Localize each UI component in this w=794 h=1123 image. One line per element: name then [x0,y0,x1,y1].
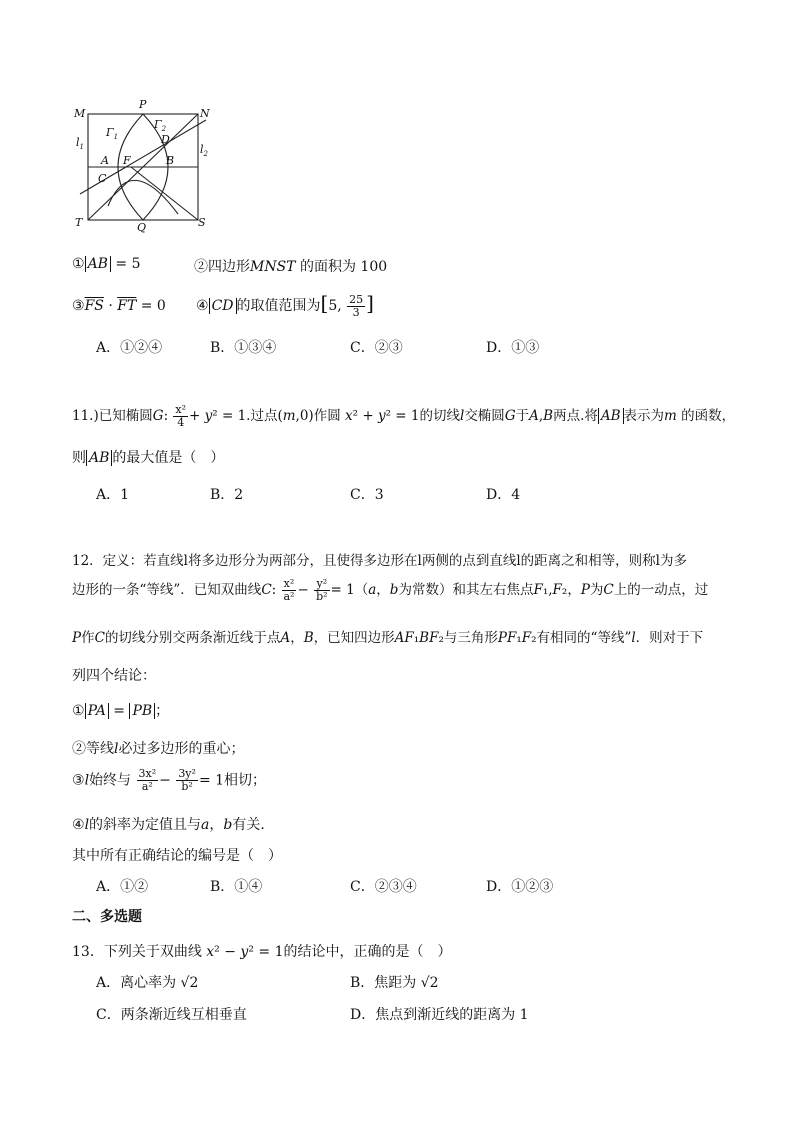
q12-option-a[interactable]: A．①② [96,879,149,895]
label-d: D [161,133,170,146]
q12-conclusion-2: ②等线l必过多边形的重心； [72,741,245,757]
q11-option-b[interactable]: B．2 [210,487,244,503]
q10-item-4-frac: $\frac{25}{3}$ [349,292,364,319]
q13-option-a[interactable]: A．离心率为 √2 [96,975,199,991]
q10-option-c[interactable]: C．②③ [350,340,403,356]
q10-item-3-fs: $\overline{FS}$ [84,298,104,314]
q12-conclusion-3: ③l始终与 $\frac{\text{3x²}}{\text{a²}}$ − $\frac{\text{3y²}}{\text{b²}}$ = 1相切； [72,767,267,793]
q11-option-c[interactable]: C．3 [350,487,384,503]
q12-conclusion-1: ① PA = PB ； [72,703,170,719]
geometry-figure [68,96,218,236]
label-m: M [74,107,86,120]
q10-item-3: $③\overline{FS} \cdot \overline{FT} = 0$ [72,298,166,314]
q13-option-d[interactable]: D．焦点到渐近线的距离为 1 [350,1007,529,1023]
arc-left-inner [108,180,178,214]
q12-option-d[interactable]: D．①②③ [486,879,554,895]
q12-line-2: 边形的一条“等线”．已知双曲线C: $\frac{\text{x²}}{\text{a²}}$ − $\frac{\text{y²}}{\text{b²}}$ = 1（a，b为常数）和其左右焦点F₁,F₂，P为C上的一动点，过 [72,577,709,603]
q10-item-2-mnst: MNST [250,259,296,275]
label-b: B [166,154,175,167]
q10-item-3-mark: ③ [72,298,85,314]
label-n: N [200,107,210,120]
q12-option-c[interactable]: C．②③④ [350,879,417,895]
q10-option-a[interactable]: A．①②④ [96,340,163,356]
q10-item-1-text: ① [72,256,85,272]
q10-item-2-mark: ② [194,259,208,275]
q10-item-4-abs: CD [209,298,237,314]
q11-option-a[interactable]: A．1 [96,487,130,503]
q10-item-2-text2: 的面积为 100 [295,259,388,275]
q10-item-3-ft: $\overline{FT}$ [117,298,137,314]
q13-stem: 13．下列关于双曲线 x² − y² = 1的结论中，正确的是（ ） [72,944,452,960]
label-q: Q [137,221,147,234]
q12-conclusion-4: ④l的斜率为定值且与a，b有关． [72,817,275,833]
q11-line-2: 则 AB 的最大值是（ ） [72,450,225,466]
q12-line-1: 12．定义：若直线l将多边形分为两部分，且使得多边形在l两侧的点到直线l的距离之和相等，则称l为多 [72,553,687,569]
label-gamma2: $\Gamma_2$ [154,118,167,133]
label-gamma1: $\Gamma_1$ [106,126,119,141]
label-l2: $l_2$ [200,143,208,158]
label-p: P [139,98,147,111]
section-title-multi-choice: 二、多选题 [72,909,142,925]
q10-item-4-mark: ④ [196,298,209,314]
label-l1: $l_1$ [76,136,84,151]
diagonal-mnst-2 [131,167,198,220]
q11-line-1: 11.)已知椭圆G: $\frac{\text{x²}}{4}$ + y² = 1.过点(m,0)作圆 x² + y² = 1的切线l交椭圆G于A,B两点.将 AB 表示为m 的函数， [72,403,736,429]
q12-line-3: P作C的切线分别交两条渐近线于点A，B，已知四边形AF₁BF₂与三角形PF₁F₂有相同的“等线”l．则对于下 [72,630,704,646]
q11-number: 11. [72,408,94,424]
q10-item-4: ④ CD 的取值范围为[5, $\frac{25}{3}$ ] [196,291,374,319]
q12-ask: 其中所有正确结论的编号是（ ） [72,848,282,864]
q12-line-4: 列四个结论： [72,668,156,684]
label-c: C [98,172,107,185]
q13-option-b[interactable]: B．焦距为 √2 [350,975,439,991]
q10-item-2-text: 四边形 [208,259,250,275]
q10-item-2 [194,256,387,276]
label-f: F [123,154,131,167]
q13-option-c[interactable]: C．两条渐近线互相垂直 [96,1007,247,1023]
q10-item-4-range: [ [320,291,329,315]
label-a: A [101,154,109,167]
q11-option-d[interactable]: D．4 [486,487,521,503]
q10-item-1: ① AB = 5 [72,256,141,272]
q10-option-d[interactable]: D．①③ [486,340,540,356]
label-t: T [75,216,83,229]
q10-option-b[interactable]: B．①③④ [210,340,277,356]
q10-item-1-abs: AB [85,256,111,272]
q12-option-b[interactable]: B．①④ [210,879,263,895]
label-s: S [198,216,206,229]
